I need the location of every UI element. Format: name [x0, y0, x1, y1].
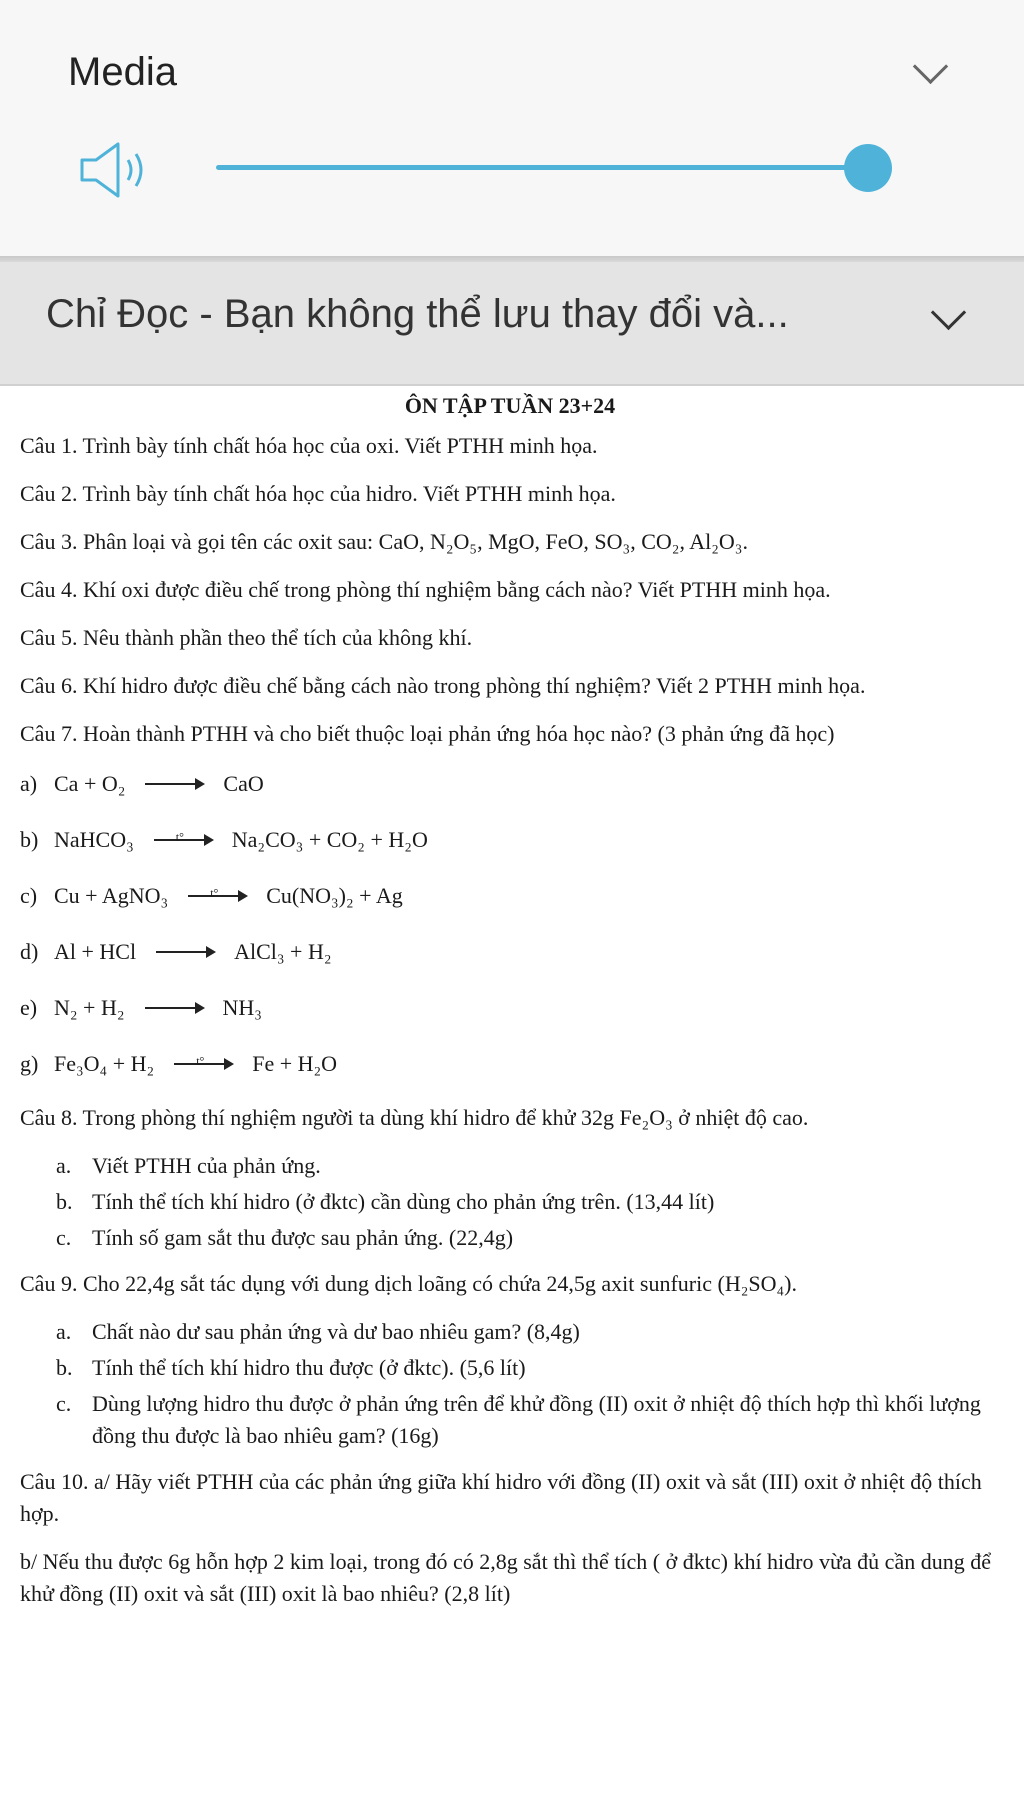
list-text: Viết PTHH của phản ứng. [92, 1153, 321, 1178]
equation-right: AlCl₃ + H₂ [234, 939, 332, 964]
list-text: Tính số gam sắt thu được sau phản ứng. (22,4g) [92, 1225, 514, 1250]
equation-c [20, 878, 1000, 914]
equation-left: Cu + AgNO₃ [54, 883, 169, 908]
arrow-icon [145, 1007, 203, 1009]
list-text: Tính thể tích khí hidro (ở đktc) cần dùng cho phản ứng trên. (13,44 lít) [92, 1189, 715, 1214]
equation-tag: t° [210, 886, 219, 900]
question-9: Câu 9. Cho 22,4g sắt tác dụng với dung dịch loãng có chứa 24,5g axit sunfuric (H₂SO₄). [20, 1271, 797, 1296]
list-item [56, 1388, 1000, 1452]
document-title: ÔN TẬP TUẦN 23+24 [404, 393, 616, 418]
question-3: Câu 3. Phân loại và gọi tên các oxit sau: CaO, N₂O₅, MgO, FeO, SO₃, CO₂, Al₂O₃. [20, 529, 748, 554]
question-1: Câu 1. Trình bày tính chất hóa học của oxi. Viết PTHH minh họa. [20, 433, 598, 458]
question-2: Câu 2. Trình bày tính chất hóa học của hidro. Viết PTHH minh họa. [20, 481, 616, 506]
document-body [20, 384, 1000, 1626]
equation-label: b) [20, 827, 39, 852]
list-marker: c. [56, 1225, 72, 1250]
equation-right: NH₃ [222, 995, 262, 1020]
arrow-icon [154, 830, 212, 844]
equation-left: Ca + O₂ [54, 771, 126, 796]
arrow-icon [174, 1054, 232, 1068]
equation-label: d) [20, 939, 39, 964]
question-8: Câu 8. Trong phòng thí nghiệm người ta dùng khí hidro để khử 32g Fe₂O₃ ở nhiệt độ cao. [20, 1105, 809, 1130]
equation-left: N₂ + H₂ [54, 995, 125, 1020]
equation-a [20, 766, 1000, 802]
speaker-icon[interactable] [78, 140, 158, 200]
equation-e [20, 990, 1000, 1026]
arrow-icon [156, 951, 214, 953]
list-marker: b. [56, 1189, 73, 1214]
arrow-icon [188, 886, 246, 900]
arrow-icon [145, 783, 203, 785]
equation-label: g) [20, 1051, 39, 1076]
question-4: Câu 4. Khí oxi được điều chế trong phòng thí nghiệm bằng cách nào? Viết PTHH minh họa. [20, 577, 831, 602]
list-item [56, 1186, 1000, 1218]
equation-g [20, 1046, 1000, 1082]
question-8-items [20, 1150, 1000, 1254]
list-text: Dùng lượng hidro thu được ở phản ứng trên để khử đồng (II) oxit ở nhiệt độ thích hợp thì khối lượng đồng thu được là bao nhiêu gam? (16g) [92, 1391, 981, 1448]
equation-label: a) [20, 771, 38, 796]
equation-tag: t° [196, 1054, 205, 1068]
list-text: Chất nào dư sau phản ứng và dư bao nhiêu gam? (8,4g) [92, 1319, 580, 1344]
media-panel [0, 0, 1024, 258]
list-item [56, 1316, 1000, 1348]
equation-d [20, 934, 1000, 970]
list-item [56, 1150, 1000, 1182]
question-6: Câu 6. Khí hidro được điều chế bằng cách nào trong phòng thí nghiệm? Viết 2 PTHH minh họa. [20, 673, 866, 698]
equation-tag: t° [175, 830, 184, 844]
list-marker: b. [56, 1355, 73, 1380]
volume-slider-thumb[interactable] [844, 144, 892, 192]
equation-right: CaO [223, 771, 264, 796]
list-text: Tính thể tích khí hidro thu được (ở đktc). (5,6 lít) [92, 1355, 526, 1380]
equation-left: NaHCO₃ [54, 827, 134, 852]
question-5: Câu 5. Nêu thành phần theo thể tích của không khí. [20, 625, 473, 650]
chevron-down-icon[interactable] [913, 49, 948, 84]
list-item [56, 1222, 1000, 1254]
media-title: Media [68, 50, 177, 94]
question-7: Câu 7. Hoàn thành PTHH và cho biết thuộc loại phản ứng hóa học nào? (3 phản ứng đã học) [20, 721, 835, 746]
question-9-items [20, 1316, 1000, 1452]
list-marker: c. [56, 1391, 72, 1416]
list-marker: a. [56, 1319, 72, 1344]
readonly-banner-text: Chỉ Đọc - Bạn không thể lưu thay đổi và... [46, 292, 789, 336]
equation-left: Al + HCl [54, 939, 137, 964]
volume-slider-track[interactable] [216, 165, 868, 170]
equation-left: Fe₃O₄ + H₂ [54, 1051, 155, 1076]
list-item [56, 1352, 1000, 1384]
equation-label: c) [20, 883, 38, 908]
equation-label: e) [20, 995, 38, 1020]
equation-right: Cu(NO₃)₂ + Ag [266, 883, 403, 908]
equation-right: Fe + H₂O [252, 1051, 338, 1076]
question-10b: b/ Nếu thu được 6g hỗn hợp 2 kim loại, trong đó có 2,8g sắt thì thể tích ( ở đktc) khí hidro vừa đủ cần dung để khử đồng (II) oxit và sắt (III) oxit là bao nhiêu? (2,8 lít) [20, 1549, 991, 1606]
equation-right: Na₂CO₃ + CO₂ + H₂O [231, 827, 428, 852]
equation-b [20, 822, 1000, 858]
list-marker: a. [56, 1153, 72, 1178]
question-10a: Câu 10. a/ Hãy viết PTHH của các phản ứng giữa khí hidro với đồng (II) oxit và sắt (III) oxit ở nhiệt độ thích hợp. [20, 1469, 982, 1526]
